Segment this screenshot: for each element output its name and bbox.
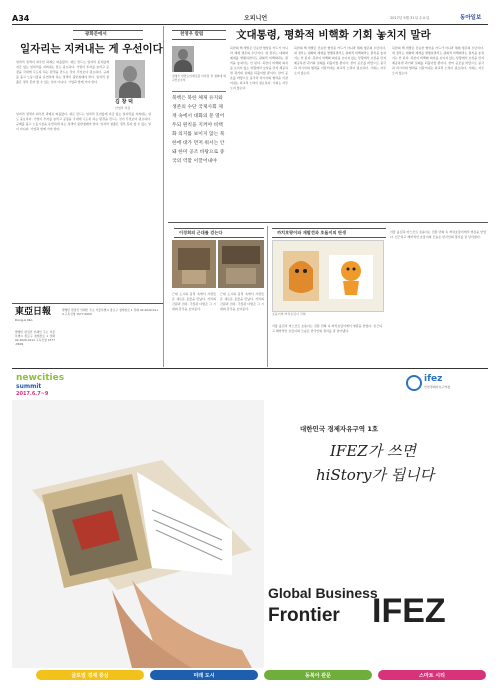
right-column-tag: 천영우 칼럼: [172, 30, 226, 40]
right-body-col1: 북한의 핵 개발은 단순한 협상용 카드가 아니라 체제 생존의 수단이다. 새 정부는 대화와 제재를 병행하면서도 평화적 비핵화라는 원칙을 놓쳐서는 안 된다. 북한이 비핵화 의지를 보이지 않는 상황에서 보상을 먼저 제공하면 과거의 실패를 되풀이할 뿐이다. 한미 공조를 바탕으로 중국과 러시아의 협력을 이끌어내는 외교적 노력이 필요하다. 기회는 자주 오지 않는다.: [230, 46, 288, 90]
masthead-rule: [12, 24, 488, 25]
left-column-tag: 광화문에서: [73, 30, 143, 40]
column3-image: [272, 240, 384, 312]
columnist-photo: [172, 46, 194, 72]
ifez-logo-mark: [406, 375, 422, 391]
right-headline: 文대통령, 평화적 비핵화 기회 놓치지 말라: [236, 29, 431, 41]
column3-body-1: 서울 올림픽 마스코트 호돌이는 전통 민화 속 까치호랑이에서 영감을 얻었다. 친근하고 해학적인 호랑이의 모습은 한국인의 정서를 잘 담아냈다.: [272, 324, 382, 333]
culture-photo-1: [172, 240, 216, 288]
masthead: [12, 10, 488, 24]
culture-tag: 이경희의 근대를 걷는다: [174, 228, 264, 238]
left-author-title: 산업부 차장: [115, 106, 131, 110]
ad-pill-1: 미래 도시: [150, 670, 258, 680]
global-frontier-block: [268, 585, 490, 645]
newcities-summit: summit: [16, 383, 42, 390]
brand-big: IFEZ: [372, 592, 446, 630]
ifez-tagline: 대한민국 경제자유구역 1호: [300, 425, 379, 433]
magazine-photo: [12, 400, 264, 668]
ad-top-rule: [12, 368, 488, 369]
author-photo: [115, 60, 145, 98]
page-number: A34: [12, 14, 30, 23]
ifez-slogan: [272, 440, 488, 520]
culture-photo-2: [218, 240, 264, 288]
right-body-col2: 북한의 핵 개발은 단순한 협상용 카드가 아니라 체제 생존의 수단이다. 새 정부는 대화와 제재를 병행하면서도 평화적 비핵화라는 원칙을 놓쳐서는 안 된다. 북한이 비핵화 의지를 보이지 않는 상황에서 보상을 먼저 제공하면 과거의 실패를 되풀이할 뿐이다. 한미 공조를 바탕으로 중국과 러시아의 협력을 이끌어내는 외교적 노력이 필요하다. 기회는 자주 오지 않는다.: [294, 46, 386, 75]
publisher-details: 발행인 편집인 인쇄인 주소 서울특별시 종로구 청계천로 1 전화 02-2020-0114 구독신청 1577-0609: [62, 308, 158, 316]
section-title: 오피니언: [244, 15, 268, 22]
paper-logo-hanja: 東亞日報: [15, 307, 52, 317]
date-line: 2017년 5월 31일 수요일: [390, 16, 430, 20]
newcities-logo: newcities: [16, 373, 65, 383]
paper-name: 동아일보: [460, 15, 482, 21]
ifez-logo-sub: 인천경제자유구역청: [424, 385, 451, 389]
left-author-name: 김 창 덕: [115, 99, 133, 105]
culture-body-1: 근대 도시의 풍경 속에서 사람들은 새로운 문물을 만났다. 거리의 간판과 전차, 극장과 다방은 그 시대의 감각을 보여준다.: [172, 292, 216, 311]
newcities-date: 2017.6.7~9: [16, 391, 49, 397]
columnist-note: 천영우 한반도미래포럼 이사장 전 청와대 외교안보수석: [172, 74, 226, 82]
ifez-logo-text: ifez: [424, 374, 443, 384]
publisher-info: 발행인 편집인 인쇄인 주소 서울특별시 종로구 청계천로 1 전화 02-2020-0114 구독신청 1577-0609: [15, 330, 55, 346]
left-headline: 일자리는 지켜내는 게 우선이다: [20, 43, 163, 55]
tiger-illustration: [273, 241, 383, 311]
ifez-logo: [406, 373, 488, 393]
left-body: 일자리 정책이 최우선 과제로 떠올랐다. 새로 만드는 일자리 못지않게 지금 있는 일자리를 지켜내는 일도 중요하다. 기업이 투자를 늘리고 공장을 국내에 두도록 하는 환경을 만드는 것이 무엇보다 필요하다. 규제를 풀고 노동시장을 유연하게 하는 정책이 뒷받침돼야 한다. 일자리 창출은 정부 혼자 할 수 있는 일이 아니다. 기업과 함께 가야 한다.: [16, 112, 151, 131]
quote-rule: [172, 91, 226, 92]
magazine-illustration: [12, 400, 264, 668]
pull-quote: 북핵은 북한 체제 유지와 생존의 수단 국제사회 제재 속에서 대화의 문 열어두되 원칙을 지켜야 비핵화 의지를 보이지 않는 북한에 대가 먼저 줘서는 안 돼 한미 공조 바탕으로 중국의 역할 이끌어내야: [172, 96, 225, 164]
ifez-slogan-line1: IFEZ가 쓰면: [330, 442, 416, 460]
column3-divider: [267, 226, 268, 367]
pill-row: [12, 670, 488, 682]
column3-tag: 까치호랑이와 재발견과 호돌이의 탄생: [272, 228, 386, 238]
ad-pill-2: 동북아 관문: [264, 670, 372, 680]
mid-rule: [168, 222, 488, 223]
newcities-ad: [12, 371, 174, 399]
brand-line-2: Frontier: [268, 605, 340, 626]
culture-body-2: 근대 도시의 풍경 속에서 사람들은 새로운 문물을 만났다. 거리의 간판과 전차, 극장과 다방은 그 시대의 감각을 보여준다.: [220, 292, 264, 311]
ad-pill-0: 글로벌 경제 중심: [36, 670, 144, 680]
column3-caption: 호돌이와 까치호랑이 민화: [272, 312, 306, 316]
paper-logo: [15, 307, 55, 327]
ad-pill-3: 스마트 시티: [378, 670, 486, 680]
right-body-col3: 북한의 핵 개발은 단순한 협상용 카드가 아니라 체제 생존의 수단이다. 새 정부는 대화와 제재를 병행하면서도 평화적 비핵화라는 원칙을 놓쳐서는 안 된다. 북한이 비핵화 의지를 보이지 않는 상황에서 보상을 먼저 제공하면 과거의 실패를 되풀이할 뿐이다. 한미 공조를 바탕으로 중국과 러시아의 협력을 이끌어내는 외교적 노력이 필요하다. 기회는 자주 오지 않는다.: [392, 46, 484, 75]
left-col-border: [163, 26, 164, 367]
ifez-slogan-line2: hiStory가 됩니다: [316, 466, 435, 484]
brand-line-1: Global Business: [268, 585, 378, 601]
paper-logo-roman: Dong-A Ilbo: [15, 318, 33, 322]
logo-box-rule: [12, 303, 163, 304]
column3-body-2: 서울 올림픽 마스코트 호돌이는 전통 민화 속 까치호랑이에서 영감을 얻었다. 친근하고 해학적인 호랑이의 모습은 한국인의 정서를 잘 담아냈다.: [390, 230, 486, 239]
left-body-top: 일자리 정책이 최우선 과제로 떠올랐다. 새로 만드는 일자리 못지않게 지금 있는 일자리를 지켜내는 일도 중요하다. 기업이 투자를 늘리고 공장을 국내에 두도록 하는 환경을 만드는 것이 무엇보다 필요하다. 규제를 풀고 노동시장을 유연하게 하는 정책이 뒷받침돼야 한다. 일자리 창출은 정부 혼자 할 수 있는 일이 아니다. 기업과 함께 가야 한다.: [16, 60, 109, 84]
